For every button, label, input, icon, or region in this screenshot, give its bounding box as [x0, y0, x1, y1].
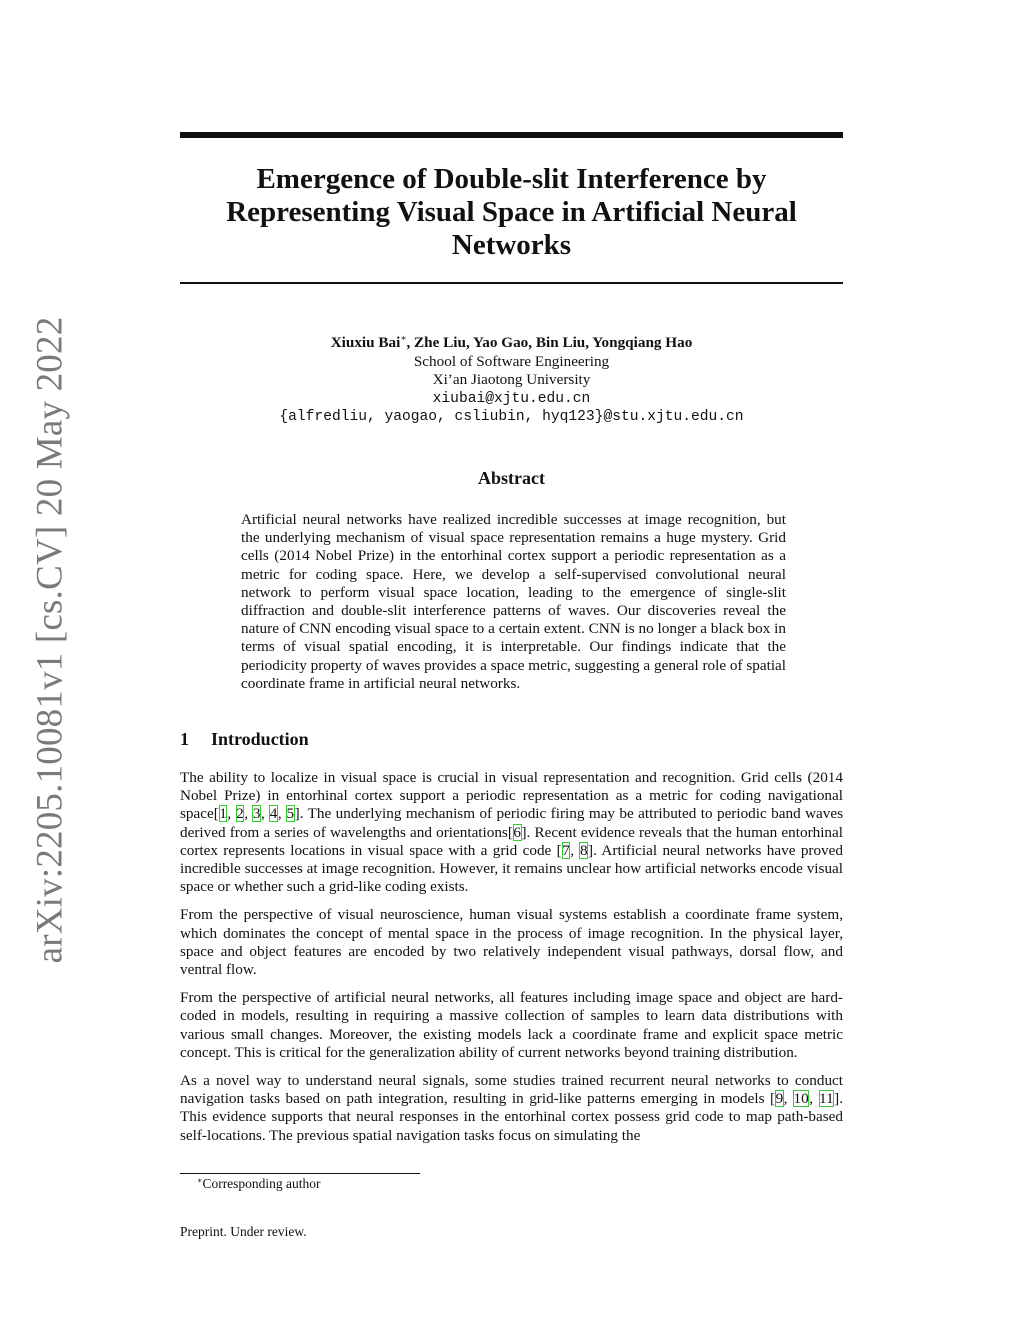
paragraph-text: ]. The underlying mechanism of periodic firing may be attributed to periodic band waves derived from a series of wavelengths and orientations[: [180, 805, 844, 841]
other-authors: , Zhe Liu, Yao Gao, Bin Liu, Yongqiang Hao: [406, 334, 693, 351]
footnote-text: Corresponding author: [202, 1176, 321, 1191]
email-coauthors[interactable]: {alfredliu, yaogao, csliubin, hyq123}@stu.xjtu.edu.cn: [279, 409, 744, 425]
citation-link[interactable]: 2: [236, 805, 244, 823]
paragraph-3: From the perspective of artificial neural networks, all features including image space and object are hard-coded in models, resulting in requiring a massive collection of samples to learn data distributions with various small changes. Moreover, the existing models lack a coordinate frame and explicit space metric concept. This is critical for the generalization ability of current networks beyond training distribution.: [180, 989, 843, 1061]
citation-link[interactable]: 10: [793, 1090, 809, 1108]
citation-link[interactable]: 6: [513, 823, 521, 841]
section-number: 1: [180, 729, 189, 749]
title-top-rule: [180, 132, 843, 138]
citation-link[interactable]: 4: [269, 805, 278, 823]
paragraph-2: From the perspective of visual neuroscience, human visual systems establish a coordinate frame system, which dominates the concept of mental space in the process of image recognition. In the physical layer, space and object features are encoded by two relatively independent visual pathways, dorsal flow, and ventral flow.: [180, 906, 843, 979]
citation-link[interactable]: 8: [579, 841, 588, 859]
affiliation-university: Xi’an Jiaotong University: [432, 371, 591, 388]
citation-link[interactable]: 3: [252, 805, 261, 823]
paragraph-text: ]. Artificial neural networks have proved incredible successes at image recognition. However, it remains unclear how artificial networks encode visual space or whether such a grid-like coding exists.: [180, 841, 843, 896]
first-author: Xiuxiu Bai: [330, 334, 401, 351]
section-title: Introduction: [211, 729, 309, 749]
citation-link[interactable]: 1: [219, 805, 227, 823]
preprint-notice: Preprint. Under review.: [180, 1224, 307, 1239]
affiliation-school: School of Software Engineering: [413, 352, 610, 370]
citation-link[interactable]: 11: [819, 1090, 834, 1108]
footnote: [197, 1176, 321, 1192]
paper-title: Emergence of Double-slit Interference by Representing Visual Space in Artificial Neural Networks: [226, 163, 797, 261]
email-primary[interactable]: xiubai@xjtu.edu.cn: [432, 390, 591, 407]
citation-link[interactable]: 7: [562, 841, 570, 859]
author-names: [180, 329, 843, 353]
footnote-rule: [180, 1173, 420, 1174]
abstract-text: Artificial neural networks have realized incredible successes at image recognition, but the underlying mechanism of visual space representation remains a huge mystery. Grid cells (2014 Nobel Prize) in the entorhinal cortex support a periodic representation as a metric for coding space. Here, we develop a self-supervised convolutional neural network to perform visual space location, leading to the emergence of single-slit diffraction and double-slit interference patterns of waves. Our discoveries reveal the nature of CNN encoding visual space to a certain extent. CNN is no longer a black box in terms of visual spatial encoding, it is interpretable. Our findings indicate that the periodicity property of waves provides a space metric, suggesting a general role of spatial coordinate frame in artificial neural networks.: [241, 511, 786, 692]
abstract-heading: Abstract: [478, 468, 545, 488]
paragraph-text: As a novel way to understand neural signals, some studies trained recurrent neural networks to conduct navigation tasks based on path integration, resulting in grid-like patterns emerging in models [: [180, 1072, 843, 1108]
paragraph-text: ]. This evidence supports that neural responses in the entorhinal cortex possess grid code to map path-based self-locations. The previous spatial navigation tasks focus on simulating the: [180, 1090, 844, 1144]
citation-link[interactable]: 5: [286, 805, 295, 823]
title-bottom-rule: [180, 282, 843, 284]
footnote-mark: ∗: [197, 1176, 203, 1185]
section-heading-introduction: [180, 729, 309, 750]
paragraph-1: The ability to localize in visual space is crucial in visual representation and recognition. Grid cells (2014 Nobel Prize) in entorhinal cortex support a periodic representation as a metric for coding navigational space[1, 2, 3, 4, 5]. The underlying mechanism of periodic firing may be attributed to periodic band waves derived from a series of wavelengths and orientations[6]. Recent evidence reveals that the human entorhinal cortex represents locations in visual space with a grid code [7, 8]. Artificial neural networks have proved incredible successes at image recognition. However, it remains unclear how artificial networks encode visual space or whether such a grid-like coding exists.: [180, 769, 844, 896]
paragraph-text: The ability to localize in visual space is crucial in visual representation and recognition. Grid cells (2014 Nobel Prize) in entorhinal cortex support a periodic representation as a metric for coding navigational space[: [180, 769, 843, 823]
arxiv-identifier-stamp: arXiv:2205.10081v1 [cs.CV] 20 May 2022: [29, 316, 71, 964]
paragraph-4: As a novel way to understand neural signals, some studies trained recurrent neural networks to conduct navigation tasks based on path integration, resulting in grid-like patterns emerging in models [9, 10, 11]. This evidence supports that neural responses in the entorhinal cortex possess grid code to map path-based self-locations. The previous spatial navigation tasks focus on simulating the: [180, 1072, 844, 1144]
corresponding-mark: ∗: [400, 333, 407, 343]
citation-link[interactable]: 9: [775, 1090, 784, 1108]
author-block: [180, 329, 843, 427]
introduction-body: [180, 769, 843, 1155]
paragraph-text: ]. Recent evidence reveals that the human entorhinal cortex represents locations in visual space with a grid code [: [180, 823, 843, 859]
